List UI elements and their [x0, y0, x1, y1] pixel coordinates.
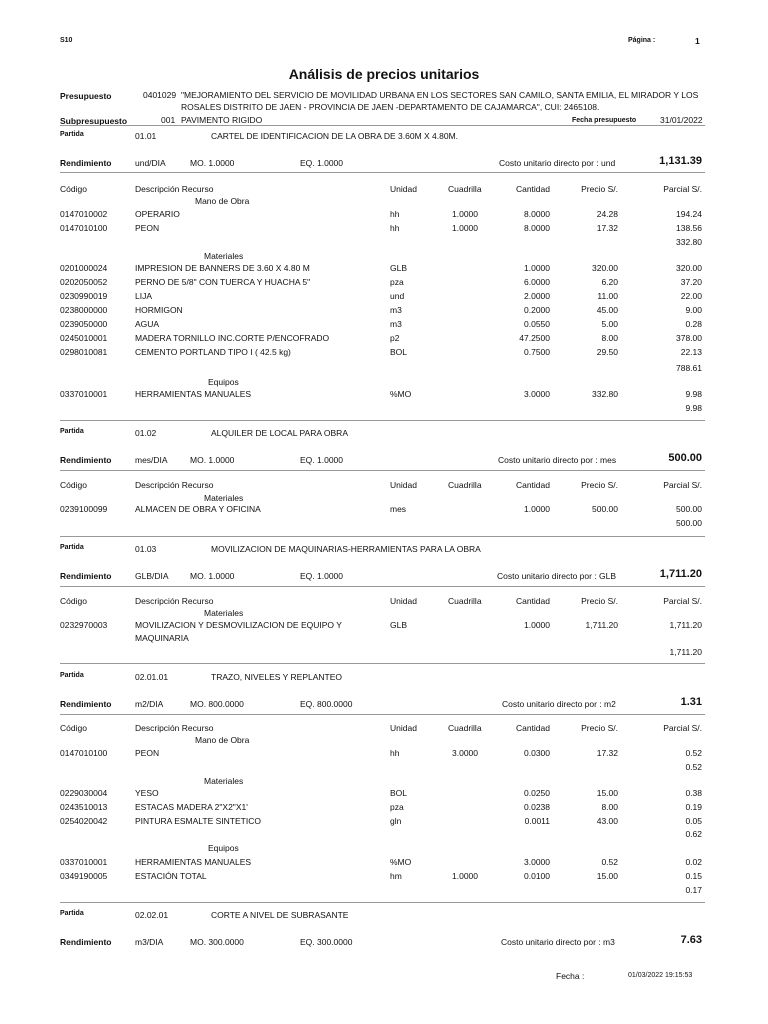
rendimiento-label: Rendimiento: [60, 455, 112, 465]
partida-label: Partida: [60, 672, 84, 679]
costo-unitario-label: Costo unitario directo por : und: [499, 158, 616, 168]
row-unit: hh: [390, 748, 400, 758]
col-descripcion: Descripción Recurso: [135, 184, 214, 194]
row-code: 0245010001: [60, 333, 108, 343]
rendimiento-label: Rendimiento: [60, 937, 112, 947]
row-unit: mes: [390, 504, 407, 514]
row-cantidad: 3.0000: [524, 857, 550, 867]
row-precio: 24.28: [596, 209, 618, 219]
row-unit: pza: [390, 802, 404, 812]
row-cantidad: 0.0238: [524, 802, 550, 812]
group-materiales: Materiales: [204, 251, 244, 261]
col-codigo: Código: [60, 723, 87, 733]
partida-name: CORTE A NIVEL DE SUBRASANTE: [211, 910, 349, 920]
row-parcial: 0.15: [685, 871, 702, 881]
costo-unitario: 1,711.20: [659, 568, 702, 580]
rendimiento-unit: GLB/DIA: [135, 571, 169, 581]
row-cuadrilla: 3.0000: [452, 748, 478, 758]
row-precio: 320.00: [592, 263, 618, 273]
page-label: Página :: [628, 37, 656, 44]
row-precio: 17.32: [596, 223, 618, 233]
rendimiento-unit: m3/DIA: [135, 937, 164, 947]
row-desc: IMPRESION DE BANNERS DE 3.60 X 4.80 M: [135, 263, 310, 273]
row-code: 0232970003: [60, 620, 108, 630]
row-precio: 8.00: [601, 333, 618, 343]
row-code: 0337010001: [60, 389, 108, 399]
col-parcial: Parcial S/.: [663, 723, 702, 733]
partida-code: 02.01.01: [135, 672, 169, 682]
rendimiento-unit: und/DIA: [135, 158, 166, 168]
divider: [60, 420, 705, 421]
row-code: 0239050000: [60, 319, 108, 329]
row-code: 0337010001: [60, 857, 108, 867]
row-parcial: 22.00: [680, 291, 702, 301]
partida-code: 01.03: [135, 544, 157, 554]
row-desc: HERRAMIENTAS MANUALES: [135, 857, 252, 867]
row-unit: pza: [390, 277, 404, 287]
row-cantidad: 0.0011: [524, 816, 550, 826]
partida-label: Partida: [60, 428, 84, 435]
subtotal: 1,711.20: [669, 647, 702, 657]
row-desc: LIJA: [135, 291, 153, 301]
row-code: 0230990019: [60, 291, 108, 301]
row-parcial: 320.00: [676, 263, 702, 273]
footer-fecha-label: Fecha :: [556, 971, 585, 981]
col-codigo: Código: [60, 480, 87, 490]
col-cuadrilla: Cuadrilla: [448, 184, 482, 194]
presupuesto-code: 0401029: [143, 90, 177, 100]
row-parcial: 37.20: [680, 277, 702, 287]
row-cantidad: 1.0000: [524, 263, 550, 273]
subtotal-materiales: 788.61: [676, 363, 702, 373]
costo-unitario-label: Costo unitario directo por : mes: [498, 455, 617, 465]
row-code: 0147010100: [60, 223, 108, 233]
subtotal-mano-de-obra: 332.80: [676, 237, 702, 247]
row-parcial: 0.19: [685, 802, 702, 812]
row-unit: gln: [390, 816, 402, 826]
rendimiento-unit: mes/DIA: [135, 455, 168, 465]
row-cantidad: 8.0000: [524, 209, 550, 219]
presupuesto-label: Presupuesto: [60, 91, 112, 101]
row-desc: ESTACIÓN TOTAL: [135, 871, 207, 881]
subtotal-materiales: 0.62: [685, 829, 702, 839]
rendimiento-eq: EQ. 1.0000: [300, 158, 344, 168]
fecha-presupuesto-label: Fecha presupuesto: [572, 117, 637, 124]
rendimiento-mo: MO. 300.0000: [190, 937, 244, 947]
row-desc: ALMACEN DE OBRA Y OFICINA: [135, 504, 261, 514]
row-cantidad: 0.0550: [524, 319, 550, 329]
group-equipos: Equipos: [208, 843, 239, 853]
row-precio: 5.00: [601, 319, 618, 329]
col-cantidad: Cantidad: [515, 480, 550, 490]
row-cantidad: 47.2500: [519, 333, 550, 343]
col-cuadrilla: Cuadrilla: [448, 723, 482, 733]
col-cantidad: Cantidad: [515, 184, 550, 194]
row-desc: PEON: [135, 748, 160, 758]
col-cantidad: Cantidad: [515, 723, 550, 733]
row-desc: MOVILIZACION Y DESMOVILIZACION DE EQUIPO Y: [135, 620, 342, 630]
row-precio: 8.00: [601, 802, 618, 812]
col-parcial: Parcial S/.: [663, 184, 702, 194]
costo-unitario: 1.31: [680, 696, 702, 708]
row-desc: ESTACAS MADERA 2"X2"X1': [135, 802, 248, 812]
row-desc: CEMENTO PORTLAND TIPO I ( 42.5 kg): [135, 347, 291, 357]
row-precio: 500.00: [592, 504, 618, 514]
row-unit: %MO: [390, 389, 412, 399]
row-precio: 45.00: [596, 305, 618, 315]
row-desc: PEON: [135, 223, 160, 233]
rendimiento-unit: m2/DIA: [135, 699, 164, 709]
row-code: 0239100099: [60, 504, 108, 514]
row-precio: 332.80: [592, 389, 618, 399]
rendimiento-mo: MO. 1.0000: [190, 571, 235, 581]
rendimiento-mo: MO. 1.0000: [190, 158, 235, 168]
row-parcial: 500.00: [676, 504, 702, 514]
row-precio: 17.32: [596, 748, 618, 758]
col-precio: Precio S/.: [581, 723, 618, 733]
page-number: 1: [695, 36, 700, 46]
row-parcial: 9.98: [685, 389, 702, 399]
partida-label: Partida: [60, 544, 84, 551]
col-parcial: Parcial S/.: [663, 480, 702, 490]
col-unidad: Unidad: [390, 596, 417, 606]
rendimiento-eq: EQ. 300.0000: [300, 937, 353, 947]
partida-label: Partida: [60, 910, 84, 917]
row-parcial: 0.28: [685, 319, 702, 329]
row-parcial: 0.02: [685, 857, 702, 867]
divider: [60, 902, 705, 903]
row-unit: BOL: [390, 347, 408, 357]
row-precio: 1,711.20: [585, 620, 618, 630]
row-precio: 0.52: [601, 857, 618, 867]
col-codigo: Código: [60, 184, 87, 194]
partida-code: 01.02: [135, 428, 157, 438]
row-desc: YESO: [135, 788, 159, 798]
col-descripcion: Descripción Recurso: [135, 596, 214, 606]
row-parcial: 9.00: [685, 305, 702, 315]
col-precio: Precio S/.: [581, 184, 618, 194]
row-precio: 29.50: [596, 347, 618, 357]
row-unit: m3: [390, 319, 402, 329]
row-cantidad: 1.0000: [524, 620, 550, 630]
row-code: 0147010100: [60, 748, 108, 758]
fecha-presupuesto: 31/01/2022: [660, 115, 703, 125]
group-materiales: Materiales: [204, 493, 244, 503]
divider: [60, 663, 705, 664]
row-unit: p2: [390, 333, 400, 343]
row-precio: 6.20: [601, 277, 618, 287]
row-unit: hh: [390, 223, 400, 233]
subtotal: 500.00: [676, 518, 702, 528]
row-code: 0229030004: [60, 788, 108, 798]
costo-unitario: 7.63: [680, 934, 702, 946]
row-cantidad: 0.0250: [524, 788, 550, 798]
rendimiento-mo: MO. 1.0000: [190, 455, 235, 465]
row-cantidad: 0.0100: [524, 871, 550, 881]
row-precio: 11.00: [597, 291, 618, 301]
col-codigo: Código: [60, 596, 87, 606]
row-cantidad: 0.7500: [524, 347, 550, 357]
col-precio: Precio S/.: [581, 480, 618, 490]
partida-name: TRAZO, NIVELES Y REPLANTEO: [211, 672, 343, 682]
row-parcial: 194.24: [676, 209, 702, 219]
divider: [60, 586, 705, 587]
costo-unitario-label: Costo unitario directo por : m2: [502, 699, 616, 709]
group-equipos: Equipos: [208, 377, 239, 387]
presupuesto-desc-line2: ROSALES DISTRITO DE JAEN - PROVINCIA DE JAEN -DEPARTAMENTO DE CAJAMARCA", CUI: 2465108.: [181, 102, 600, 112]
row-precio: 43.00: [596, 816, 618, 826]
costo-unitario-label: Costo unitario directo por : GLB: [497, 571, 617, 581]
row-desc: PINTURA ESMALTE SINTETICO: [135, 816, 261, 826]
divider: [60, 536, 705, 537]
row-unit: und: [390, 291, 405, 301]
rendimiento-eq: EQ. 1.0000: [300, 455, 344, 465]
group-mano-de-obra: Mano de Obra: [195, 735, 250, 745]
row-parcial: 22.13: [680, 347, 702, 357]
subtotal-mano-de-obra: 0.52: [685, 762, 702, 772]
col-precio: Precio S/.: [581, 596, 618, 606]
col-unidad: Unidad: [390, 723, 417, 733]
row-code: 0254020042: [60, 816, 108, 826]
row-desc-cont: MAQUINARIA: [135, 633, 189, 643]
row-desc: MADERA TORNILLO INC.CORTE P/ENCOFRADO: [135, 333, 330, 343]
rendimiento-eq: EQ. 1.0000: [300, 571, 344, 581]
row-desc: PERNO DE 5/8" CON TUERCA Y HUACHA 5": [135, 277, 311, 287]
row-cantidad: 2.0000: [524, 291, 550, 301]
row-parcial: 0.38: [685, 788, 702, 798]
partida-code: 02.02.01: [135, 910, 169, 920]
row-cuadrilla: 1.0000: [452, 223, 478, 233]
row-unit: GLB: [390, 263, 408, 273]
costo-unitario-label: Costo unitario directo por : m3: [501, 937, 615, 947]
row-unit: m3: [390, 305, 402, 315]
row-parcial: 378.00: [676, 333, 702, 343]
subtotal-equipos: 0.17: [685, 885, 702, 895]
page-title: Análisis de precios unitarios: [288, 66, 480, 82]
col-cuadrilla: Cuadrilla: [448, 596, 482, 606]
costo-unitario: 500.00: [668, 452, 702, 464]
row-code: 0201000024: [60, 263, 108, 273]
partida-name: CARTEL DE IDENTIFICACION DE LA OBRA DE 3.60M X 4.80M.: [211, 131, 459, 141]
row-cuadrilla: 1.0000: [452, 871, 478, 881]
divider: [60, 714, 705, 715]
partida-label: Partida: [60, 131, 84, 138]
row-desc: HERRAMIENTAS MANUALES: [135, 389, 252, 399]
col-descripcion: Descripción Recurso: [135, 480, 214, 490]
row-cantidad: 8.0000: [524, 223, 550, 233]
costo-unitario: 1,131.39: [659, 155, 702, 167]
col-unidad: Unidad: [390, 480, 417, 490]
row-desc: OPERARIO: [135, 209, 180, 219]
row-cantidad: 3.0000: [524, 389, 550, 399]
row-unit: BOL: [390, 788, 408, 798]
rendimiento-label: Rendimiento: [60, 158, 112, 168]
col-cantidad: Cantidad: [515, 596, 550, 606]
rendimiento-label: Rendimiento: [60, 571, 112, 581]
row-parcial: 1,711.20: [669, 620, 702, 630]
row-unit: GLB: [390, 620, 408, 630]
subtotal-equipos: 9.98: [685, 403, 702, 413]
row-precio: 15.00: [596, 871, 618, 881]
subpresupuesto-label: Subpresupuesto: [60, 116, 128, 126]
row-cantidad: 0.2000: [524, 305, 550, 315]
row-unit: %MO: [390, 857, 412, 867]
row-code: 0243510013: [60, 802, 108, 812]
row-cantidad: 6.0000: [524, 277, 550, 287]
row-code: 0298010081: [60, 347, 108, 357]
rendimiento-label: Rendimiento: [60, 699, 112, 709]
col-unidad: Unidad: [390, 184, 417, 194]
partida-name: ALQUILER DE LOCAL PARA OBRA: [211, 428, 348, 438]
divider: [60, 172, 705, 173]
group-materiales: Materiales: [204, 776, 244, 786]
rendimiento-eq: EQ. 800.0000: [300, 699, 353, 709]
partida-code: 01.01: [135, 131, 157, 141]
group-materiales: Materiales: [204, 608, 244, 618]
row-parcial: 0.05: [685, 816, 702, 826]
partida-name: MOVILIZACION DE MAQUINARIAS-HERRAMIENTAS PARA LA OBRA: [211, 544, 481, 554]
row-cuadrilla: 1.0000: [452, 209, 478, 219]
row-code: 0349190005: [60, 871, 108, 881]
row-cantidad: 0.0300: [524, 748, 550, 758]
footer-fecha: 01/03/2022 19:15:53: [628, 972, 693, 979]
presupuesto-desc-line1: "MEJORAMIENTO DEL SERVICIO DE MOVILIDAD URBANA EN LOS SECTORES SAN CAMILO, SANTA EMILIA, EL MIRADOR Y LOS: [181, 90, 699, 100]
row-code: 0147010002: [60, 209, 108, 219]
row-precio: 15.00: [596, 788, 618, 798]
app-code: S10: [60, 37, 73, 44]
row-desc: HORMIGON: [135, 305, 183, 315]
row-parcial: 138.56: [676, 223, 702, 233]
row-code: 0238000000: [60, 305, 108, 315]
divider: [60, 125, 705, 126]
divider: [60, 470, 705, 471]
row-desc: AGUA: [135, 319, 160, 329]
col-cuadrilla: Cuadrilla: [448, 480, 482, 490]
subpresupuesto-code: 001: [161, 115, 176, 125]
col-descripcion: Descripción Recurso: [135, 723, 214, 733]
row-code: 0202050052: [60, 277, 108, 287]
col-parcial: Parcial S/.: [663, 596, 702, 606]
row-unit: hm: [390, 871, 402, 881]
rendimiento-mo: MO. 800.0000: [190, 699, 244, 709]
row-unit: hh: [390, 209, 400, 219]
row-parcial: 0.52: [685, 748, 702, 758]
subpresupuesto-name: PAVIMENTO RIGIDO: [181, 115, 263, 125]
row-cantidad: 1.0000: [524, 504, 550, 514]
group-mano-de-obra: Mano de Obra: [195, 196, 250, 206]
